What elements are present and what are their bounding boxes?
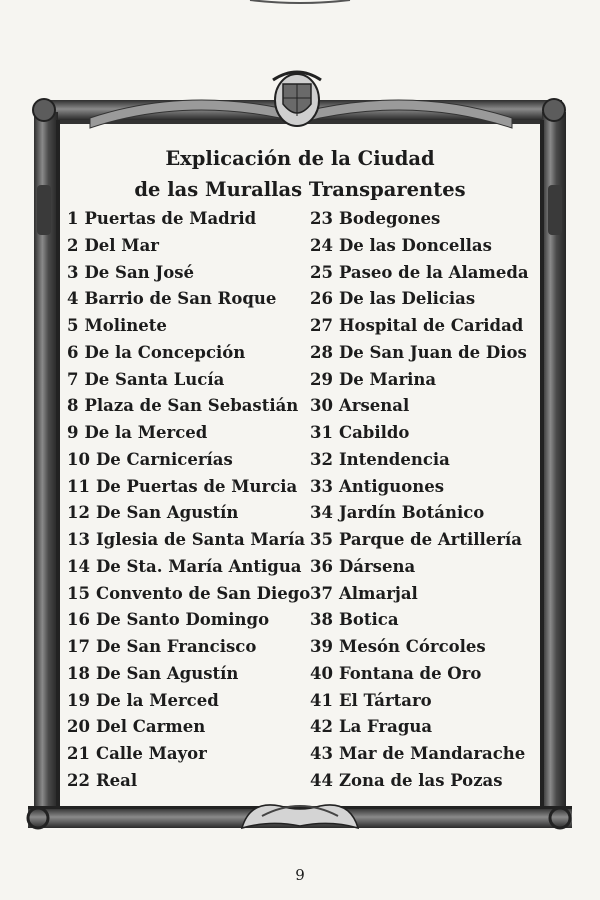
list-item <box>310 474 530 501</box>
item-name: Mar de Mandarache <box>338 744 526 763</box>
item-number: 23 <box>310 209 333 228</box>
list-item <box>67 554 307 581</box>
item-number: 5 <box>67 316 79 335</box>
item-name: Hospital de Caridad <box>338 316 524 335</box>
item-number: 1 <box>67 209 79 228</box>
item-number: 18 <box>67 663 90 683</box>
item-name: De San José <box>84 262 194 282</box>
list-item <box>310 393 530 420</box>
item-name: Fontana de Oro <box>338 663 482 683</box>
item-name: De las Doncellas <box>338 235 492 255</box>
item-name: De San Francisco <box>95 637 257 656</box>
list-item <box>310 233 530 260</box>
item-name: Dársena <box>338 556 416 576</box>
item-name: Del Mar <box>84 235 159 255</box>
item-number: 30 <box>310 396 333 416</box>
item-number: 6 <box>67 342 79 362</box>
list-item <box>310 688 530 715</box>
top-edge-mark <box>250 0 350 3</box>
list-item <box>67 634 307 661</box>
list-item <box>67 688 307 715</box>
item-name: De Puertas de Murcia <box>95 476 298 496</box>
list-item <box>67 661 307 688</box>
item-name: De San Agustín <box>95 663 239 683</box>
item-name: Convento de San Diego <box>95 583 311 603</box>
list-item <box>310 634 530 661</box>
list-item <box>310 367 530 394</box>
list-item <box>310 607 530 634</box>
item-name: De la Merced <box>84 423 208 442</box>
item-number: 26 <box>310 289 333 309</box>
item-name: Paseo de la Alameda <box>338 262 529 282</box>
page-number: 9 <box>295 866 305 884</box>
item-name: Calle Mayor <box>95 744 207 763</box>
item-number: 17 <box>67 637 90 656</box>
list-item <box>310 661 530 688</box>
item-number: 44 <box>310 770 333 790</box>
item-name: Jardín Botánico <box>338 503 485 523</box>
item-number: 15 <box>67 583 90 603</box>
item-name: Iglesia de Santa María <box>95 530 306 549</box>
list-item <box>67 741 307 768</box>
list-item <box>67 313 307 340</box>
item-number: 10 <box>67 449 90 469</box>
list-item <box>310 313 530 340</box>
item-name: Arsenal <box>338 396 410 416</box>
list-item <box>67 393 307 420</box>
item-name: De Santa Lucía <box>84 369 225 389</box>
item-number: 36 <box>310 556 333 576</box>
item-number: 8 <box>67 396 79 416</box>
item-number: 41 <box>310 690 333 710</box>
list-item <box>310 554 530 581</box>
item-number: 24 <box>310 235 333 255</box>
item-name: Bodegones <box>338 209 441 228</box>
list-item <box>67 206 307 233</box>
list-item <box>310 340 530 367</box>
left-column-list <box>67 206 311 795</box>
list-item <box>67 447 307 474</box>
item-name: La Fragua <box>338 717 433 737</box>
list-item <box>310 741 530 768</box>
list-item <box>67 260 307 287</box>
item-number: 22 <box>67 770 90 790</box>
item-number: 12 <box>67 503 90 523</box>
item-number: 35 <box>310 530 333 549</box>
scroll-cartouche-icon <box>242 805 358 828</box>
list-item <box>310 447 530 474</box>
list-item <box>310 581 530 608</box>
item-number: 33 <box>310 476 333 496</box>
list-item <box>67 714 307 741</box>
item-number: 34 <box>310 503 333 523</box>
item-name: Del Carmen <box>95 717 206 737</box>
item-number: 20 <box>67 717 90 737</box>
item-name: Plaza de San Sebastián <box>84 396 299 416</box>
item-number: 14 <box>67 556 90 576</box>
list-item <box>67 500 307 527</box>
frame-right-pillar <box>540 99 566 812</box>
item-number: 11 <box>67 476 90 496</box>
list-item <box>67 474 307 501</box>
list-item <box>67 286 307 313</box>
list-item <box>310 500 530 527</box>
list-item <box>67 607 307 634</box>
item-name: Intendencia <box>338 449 450 469</box>
list-item <box>67 340 307 367</box>
item-name: De San Juan de Dios <box>338 342 527 362</box>
list-item <box>67 420 307 447</box>
item-name: De Carnicerías <box>95 449 233 469</box>
list-item <box>67 527 307 554</box>
item-number: 27 <box>310 316 333 335</box>
frame-left-pillar <box>33 99 60 812</box>
item-number: 16 <box>67 610 90 630</box>
item-number: 29 <box>310 369 333 389</box>
item-number: 32 <box>310 449 333 469</box>
list-item <box>310 206 530 233</box>
title-line-2: de las Murallas Transparentes <box>134 178 466 201</box>
item-name: Mesón Córcoles <box>338 637 486 656</box>
item-number: 37 <box>310 583 333 603</box>
list-item <box>67 367 307 394</box>
item-name: El Tártaro <box>338 690 432 710</box>
item-name: De Sta. María Antigua <box>95 556 302 576</box>
item-name: Molinete <box>84 316 167 335</box>
list-item <box>310 714 530 741</box>
item-name: Puertas de Madrid <box>84 209 257 228</box>
item-number: 31 <box>310 423 333 442</box>
crest-shield-icon <box>273 72 321 126</box>
item-name: Cabildo <box>338 423 410 442</box>
title-line-1: Explicación de la Ciudad <box>165 147 435 170</box>
item-name: De San Agustín <box>95 503 239 523</box>
item-number: 42 <box>310 717 333 737</box>
list-item <box>310 420 530 447</box>
list-item <box>67 768 307 795</box>
item-number: 39 <box>310 637 333 656</box>
item-number: 38 <box>310 610 333 630</box>
item-number: 40 <box>310 663 333 683</box>
list-item <box>310 286 530 313</box>
item-number: 13 <box>67 530 90 549</box>
list-item <box>310 527 530 554</box>
item-number: 4 <box>67 289 79 309</box>
list-item <box>67 581 311 608</box>
item-number: 28 <box>310 342 333 362</box>
item-name: Real <box>95 770 138 790</box>
item-name: De la Concepción <box>84 342 246 362</box>
item-number: 7 <box>67 369 79 389</box>
item-name: Botica <box>338 610 399 630</box>
item-name: Almarjal <box>338 583 418 603</box>
item-name: Zona de las Pozas <box>338 770 503 790</box>
item-name: De Marina <box>338 369 437 389</box>
item-number: 9 <box>67 423 79 442</box>
right-column-list <box>310 206 530 795</box>
item-name: Antiguones <box>338 476 444 496</box>
item-number: 2 <box>67 235 79 255</box>
list-item <box>67 233 307 260</box>
list-item <box>310 260 530 287</box>
item-number: 19 <box>67 690 90 710</box>
item-name: Parque de Artillería <box>338 530 522 549</box>
item-number: 3 <box>67 262 79 282</box>
item-name: Barrio de San Roque <box>84 289 277 309</box>
item-name: De las Delicias <box>338 289 476 309</box>
item-name: De Santo Domingo <box>95 610 270 630</box>
item-number: 21 <box>67 744 90 763</box>
item-name: De la Merced <box>95 690 219 710</box>
list-item <box>310 768 530 795</box>
item-number: 25 <box>310 262 333 282</box>
item-number: 43 <box>310 744 333 763</box>
